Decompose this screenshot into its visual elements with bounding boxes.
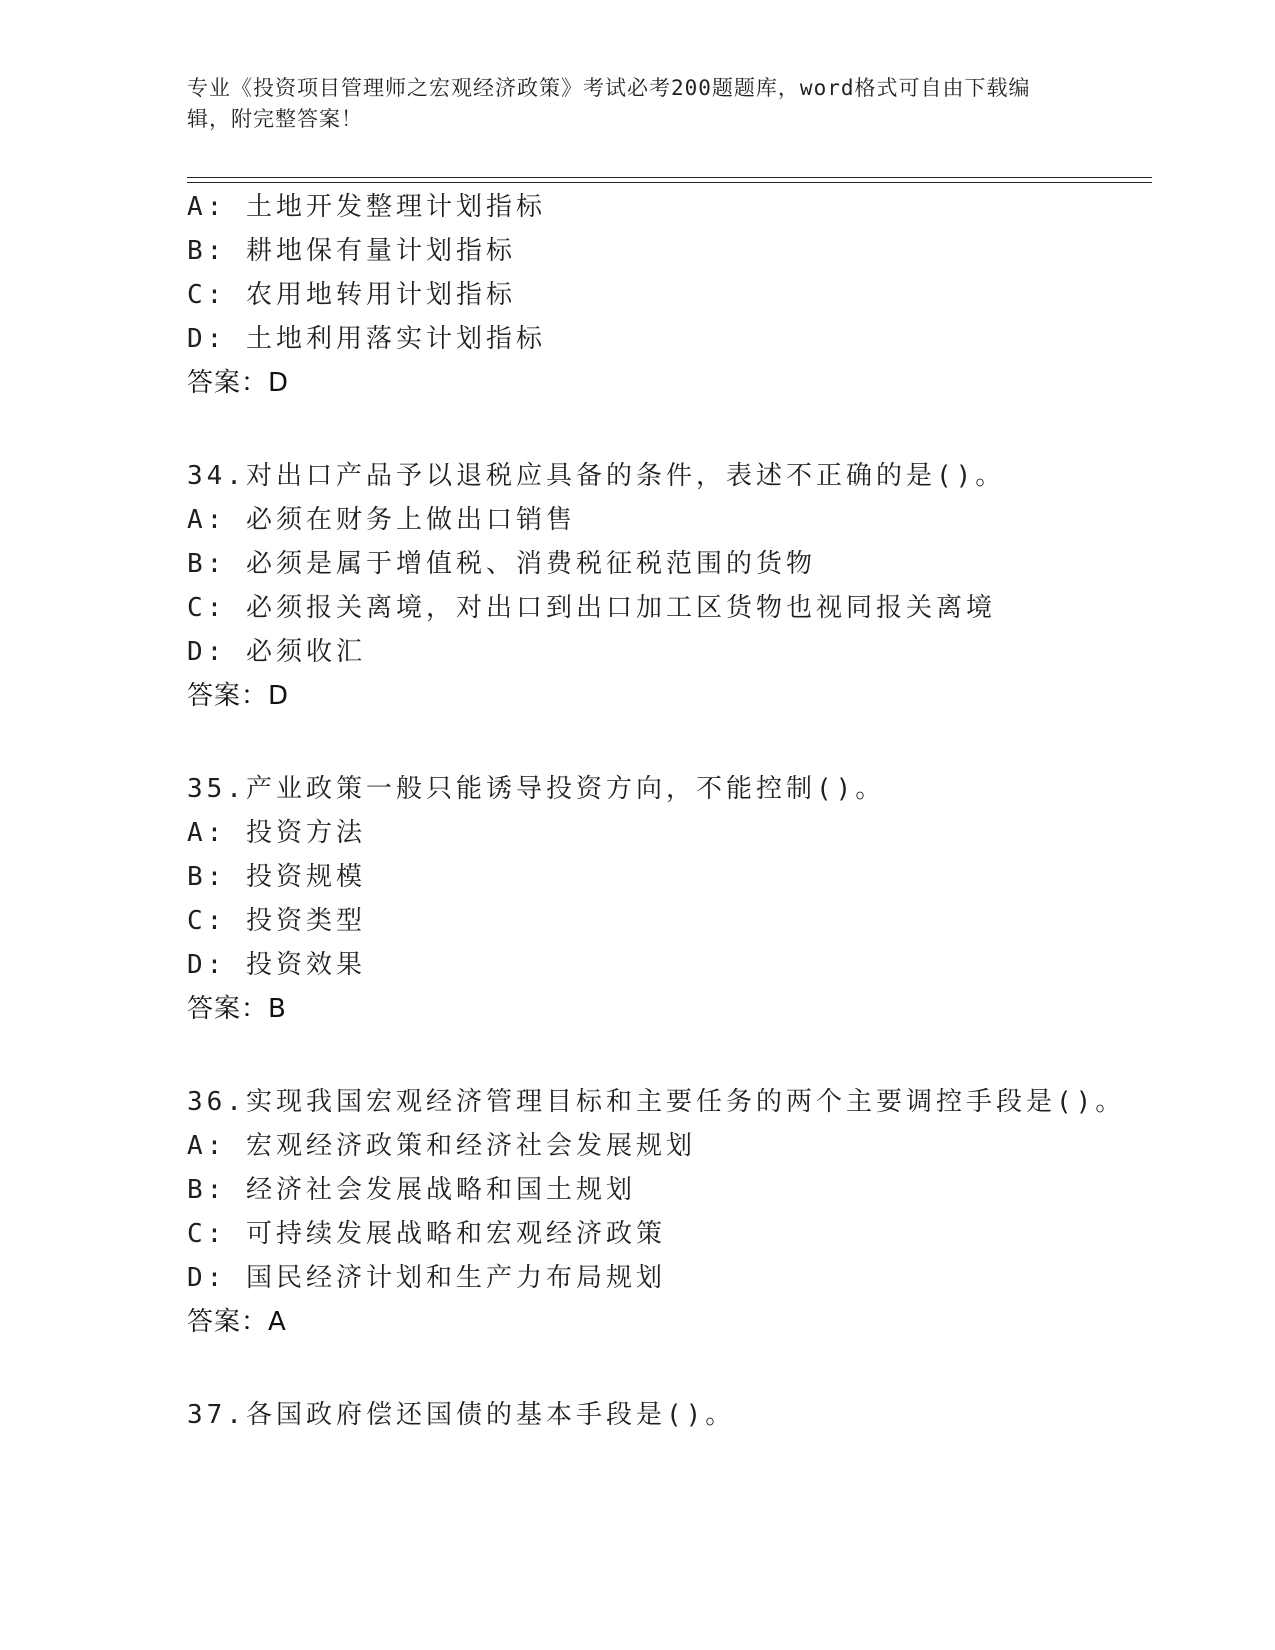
header-rule-top: [187, 177, 1152, 178]
question-35-answer: 答案：B: [187, 994, 287, 1024]
document-header: 专业《投资项目管理师之宏观经济政策》考试必考200题题库，word格式可自由下载编辑，附完整答案！: [187, 76, 1031, 131]
prev-option-b: B: 耕地保有量计划指标: [187, 236, 516, 266]
prev-option-a: A: 土地开发整理计划指标: [187, 192, 546, 222]
question-35-option-b: B: 投资规模: [187, 862, 366, 892]
prev-answer: 答案：D: [187, 368, 290, 398]
question-35-option-d: D: 投资效果: [187, 950, 366, 980]
question-36-stem: 36.实现我国宏观经济管理目标和主要任务的两个主要调控手段是()。: [187, 1087, 1126, 1117]
question-35-stem: 35.产业政策一般只能诱导投资方向，不能控制()。: [187, 774, 886, 804]
question-37-stem: 37.各国政府偿还国债的基本手段是()。: [187, 1400, 736, 1430]
question-36-answer: 答案：A: [187, 1307, 287, 1337]
question-34-stem: 34.对出口产品予以退税应具备的条件，表述不正确的是()。: [187, 461, 1006, 491]
header-rule-bottom: [187, 182, 1152, 183]
question-36-option-b: B: 经济社会发展战略和国土规划: [187, 1175, 636, 1205]
question-34-option-d: D: 必须收汇: [187, 637, 366, 667]
question-34-option-c: C: 必须报关离境，对出口到出口加工区货物也视同报关离境: [187, 593, 996, 623]
question-36-option-c: C: 可持续发展战略和宏观经济政策: [187, 1219, 666, 1249]
question-34-option-b: B: 必须是属于增值税、消费税征税范围的货物: [187, 549, 816, 579]
question-35-option-c: C: 投资类型: [187, 906, 366, 936]
question-34-answer: 答案：D: [187, 681, 290, 711]
prev-option-d: D: 土地利用落实计划指标: [187, 324, 546, 354]
prev-option-c: C: 农用地转用计划指标: [187, 280, 516, 310]
question-36-option-a: A: 宏观经济政策和经济社会发展规划: [187, 1131, 696, 1161]
question-35-option-a: A: 投资方法: [187, 818, 366, 848]
question-36-option-d: D: 国民经济计划和生产力布局规划: [187, 1263, 666, 1293]
question-34-option-a: A: 必须在财务上做出口销售: [187, 505, 576, 535]
